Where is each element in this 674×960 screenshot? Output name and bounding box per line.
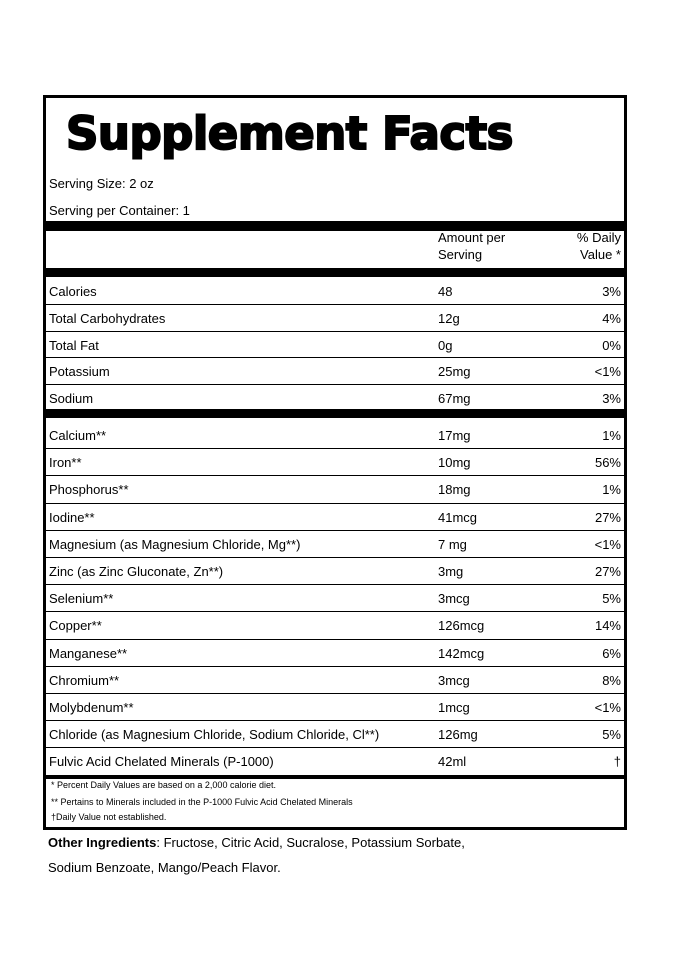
nutrient-daily-value: 5% xyxy=(602,727,621,743)
nutrient-name: Potassium xyxy=(49,364,110,380)
nutrient-name: Zinc (as Zinc Gluconate, Zn**) xyxy=(49,564,224,579)
nutrient-name: Copper** xyxy=(49,618,102,634)
nutrient-name: Molybdenum** xyxy=(49,700,134,715)
nutrient-daily-value: <1% xyxy=(594,536,621,552)
nutrient-row xyxy=(46,694,624,721)
nutrient-name: Manganese** xyxy=(49,645,128,661)
nutrient-row xyxy=(46,667,624,694)
nutrient-row xyxy=(46,640,624,667)
nutrient-amount: 67mg xyxy=(438,391,471,407)
nutrient-daily-value: 8% xyxy=(602,672,621,688)
nutrient-daily-value: 1% xyxy=(602,482,621,498)
nutrient-amount: 0g xyxy=(438,337,453,353)
nutrient-row xyxy=(46,358,624,385)
nutrient-row xyxy=(46,531,624,558)
footnote-3: †Daily Value not established. xyxy=(51,812,167,822)
nutrient-name: Fulvic Acid Chelated Minerals (P-1000) xyxy=(49,754,274,770)
nutrient-row xyxy=(46,305,624,332)
nutrient-name: Sodium xyxy=(49,391,94,407)
nutrient-name: Chloride (as Magnesium Chloride, Sodium Chloride, Cl**) xyxy=(49,727,380,743)
nutrient-daily-value: 56% xyxy=(594,455,621,471)
nutrient-daily-value: 6% xyxy=(602,645,621,661)
nutrient-amount: 10mg xyxy=(438,455,471,471)
nutrient-row xyxy=(46,721,624,748)
nutrient-amount: 12g xyxy=(438,310,460,326)
nutrient-amount: 126mg xyxy=(438,727,478,743)
nutrient-daily-value: <1% xyxy=(594,700,621,715)
nutrient-daily-value: 3% xyxy=(602,284,621,299)
nutrient-daily-value: 4% xyxy=(602,310,621,326)
nutrient-amount: 3mcg xyxy=(438,591,470,607)
nutrient-amount: 48 xyxy=(438,284,453,299)
nutrient-daily-value: 1% xyxy=(602,428,621,443)
nutrient-name: Total Carbohydrates xyxy=(49,310,166,326)
amount-header-line1: Amount per xyxy=(438,230,506,245)
nutrient-amount: 7 mg xyxy=(438,536,467,552)
nutrient-name: Phosphorus** xyxy=(49,482,129,498)
nutrient-name: Total Fat xyxy=(49,337,99,353)
nutrient-name: Chromium** xyxy=(49,672,120,688)
footnote-divider xyxy=(46,775,624,779)
footnote-2: ** Pertains to Minerals included in the P-1000 Fulvic Acid Chelated Minerals xyxy=(51,797,353,807)
nutrient-amount: 3mcg xyxy=(438,672,470,688)
nutrient-row xyxy=(46,449,624,476)
nutrient-row xyxy=(46,476,624,503)
nutrient-row xyxy=(46,558,624,585)
nutrient-amount: 18mg xyxy=(438,482,471,498)
nutrient-daily-value: 3% xyxy=(602,391,621,407)
nutrient-amount: 41mcg xyxy=(438,509,478,525)
nutrient-name: Magnesium (as Magnesium Chloride, Mg**) xyxy=(49,536,301,552)
nutrient-amount: 1mcg xyxy=(438,700,470,715)
daily-value-header xyxy=(577,229,621,263)
nutrient-daily-value: 0% xyxy=(602,337,621,353)
nutrient-daily-value: 27% xyxy=(594,509,621,525)
nutrient-name: Calories xyxy=(49,284,97,299)
other-ingredients-line2: Sodium Benzoate, Mango/Peach Flavor. xyxy=(48,860,281,875)
thick-divider xyxy=(46,268,624,277)
thick-divider xyxy=(46,221,624,231)
supplement-facts-panel xyxy=(43,95,627,830)
other-ingredients-label: Other Ingredients xyxy=(48,835,157,850)
amount-header-line2: Serving xyxy=(438,247,483,262)
nutrient-name: Iron** xyxy=(49,455,82,471)
nutrient-row xyxy=(46,585,624,612)
nutrient-amount: 126mcg xyxy=(438,618,485,634)
dv-header-line1: % Daily xyxy=(576,230,621,245)
serving-per-container: Serving per Container: 1 xyxy=(49,203,190,218)
nutrient-daily-value: <1% xyxy=(594,364,621,380)
nutrient-amount: 25mg xyxy=(438,364,471,380)
nutrient-name: Selenium** xyxy=(49,591,114,607)
nutrient-name: Iodine** xyxy=(49,509,95,525)
nutrient-row xyxy=(46,612,624,639)
nutrient-daily-value: 27% xyxy=(594,564,621,579)
nutrient-row xyxy=(46,385,624,412)
amount-header xyxy=(438,229,505,263)
nutrient-daily-value: 14% xyxy=(594,618,621,634)
serving-size: Serving Size: 2 oz xyxy=(49,176,154,191)
footnote-1: * Percent Daily Values are based on a 2,000 calorie diet. xyxy=(51,780,276,790)
nutrient-row xyxy=(46,332,624,359)
panel-title: Supplement Facts xyxy=(66,107,513,160)
nutrient-row xyxy=(46,278,624,305)
other-ingredients-line1 xyxy=(48,835,465,851)
nutrient-row xyxy=(46,748,624,775)
nutrient-amount: 42ml xyxy=(438,754,467,770)
nutrient-amount: 142mcg xyxy=(438,645,485,661)
nutrient-daily-value: † xyxy=(613,754,621,770)
nutrient-name: Calcium** xyxy=(49,428,107,443)
dv-header-line2: Value * xyxy=(580,247,621,262)
nutrient-daily-value: 5% xyxy=(602,591,621,607)
nutrient-amount: 3mg xyxy=(438,564,464,579)
nutrient-amount: 17mg xyxy=(438,428,471,443)
thick-divider xyxy=(46,409,624,418)
nutrient-row xyxy=(46,422,624,449)
other-ingredients-text: : Fructose, Citric Acid, Sucralose, Potassium Sorbate, xyxy=(156,835,465,850)
nutrient-row xyxy=(46,504,624,531)
